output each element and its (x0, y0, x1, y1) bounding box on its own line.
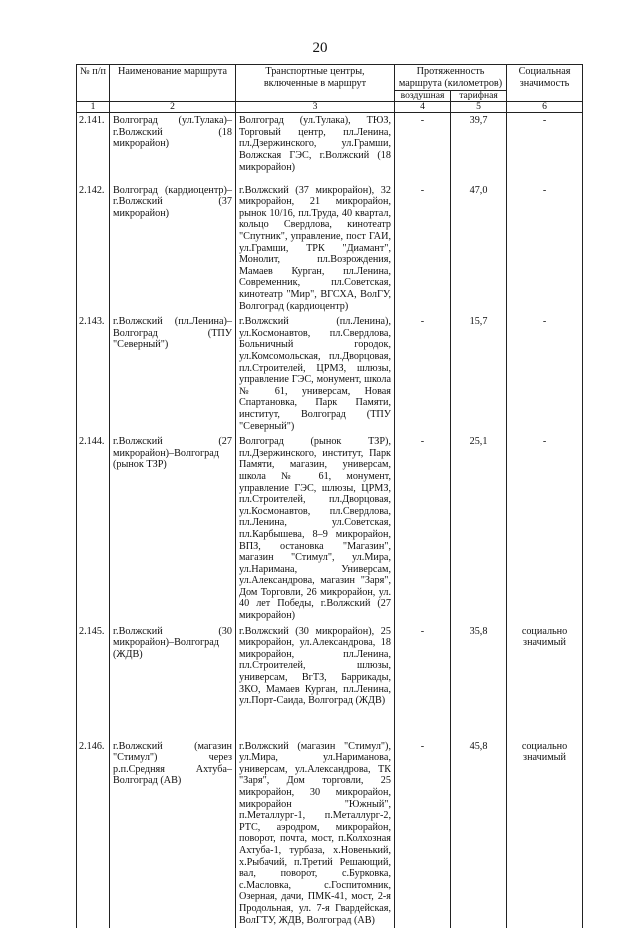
header-social: Социальная значимость (507, 65, 583, 102)
route-name: г.Волжский (магазин "Стимул") через р.п.Средняя Ахтуба–Волгоград (АВ) (110, 739, 236, 928)
column-index-row (77, 102, 583, 113)
route-number: 2.143. (77, 314, 110, 434)
length-tariff: 25,1 (451, 434, 507, 624)
column-index: 4 (395, 102, 451, 113)
column-index: 5 (451, 102, 507, 113)
route-number: 2.142. (77, 183, 110, 315)
table-header (77, 65, 583, 113)
route-name: г.Волжский (30 микрорайон)–Волгоград (ЖДВ) (110, 624, 236, 739)
route-number: 2.144. (77, 434, 110, 624)
header-num: № п/п (77, 65, 110, 102)
column-index: 6 (507, 102, 583, 113)
route-number: 2.145. (77, 624, 110, 739)
table-body (77, 113, 583, 928)
route-name: г.Волжский (27 микрорайон)–Волгоград (рынок ТЗР) (110, 434, 236, 624)
route-name: Волгоград (кардиоцентр)–г.Волжский (37 микрорайон) (110, 183, 236, 315)
length-tariff: 47,0 (451, 183, 507, 315)
table-row (77, 113, 583, 183)
length-tariff: 35,8 (451, 624, 507, 739)
table-row (77, 183, 583, 315)
routes-table (76, 64, 583, 928)
header-route-name: Наименование маршрута (110, 65, 236, 102)
route-centers: Волгоград (ул.Тулака), ТЮЗ, Торговый центр, пл.Ленина, пл.Дзержинского, ул.Грамши, Волжская ГЭС, г.Волжский (18 микрорайон) (236, 113, 395, 183)
route-centers: г.Волжский (37 микрорайон), 32 микрорайон, 21 микрорайон, рынок 10/16, пл.Труда, 40 квартал, кольцо Свердлова, кинотеатр "Спутник", управление, пост ГАИ, ул.Грамши, ТРК "Диамант", Монолит, пл.Возрождения, Мамаев Курган, пл.Ленина, Современник, пл.Советская, кинотеатр "Мир", ВГСХА, ВолГУ, Волгоград (кардиоцентр) (236, 183, 395, 315)
social-significance: социально значимый (507, 739, 583, 928)
social-significance: - (507, 434, 583, 624)
route-centers: г.Волжский (пл.Ленина), ул.Космонавтов, пл.Свердлова, Больничный городок, ул.Комсомольская, пл.Дворцовая, пл.Строителей, ЦРМЗ, шлюзы, управление ГЭС, монумент, школа № 61, универсам, Новая Спартановка, Парк Памяти, институт, Волгоград (ТПУ "Северный") (236, 314, 395, 434)
header-transport-centers: Транспортные центры, включенные в маршрут (236, 65, 395, 102)
length-air: - (395, 624, 451, 739)
length-air: - (395, 434, 451, 624)
social-significance: - (507, 314, 583, 434)
column-index: 1 (77, 102, 110, 113)
column-index: 2 (110, 102, 236, 113)
length-tariff: 45,8 (451, 739, 507, 928)
table-row (77, 434, 583, 624)
length-air: - (395, 113, 451, 183)
social-significance: социально значимый (507, 624, 583, 739)
header-tariff: тарифная (451, 91, 507, 102)
route-name: г.Волжский (пл.Ленина)–Волгоград (ТПУ "Северный") (110, 314, 236, 434)
length-air: - (395, 739, 451, 928)
table-row (77, 739, 583, 928)
column-index: 3 (236, 102, 395, 113)
length-tariff: 15,7 (451, 314, 507, 434)
route-centers: Волгоград (рынок ТЗР), пл.Дзержинского, институт, Парк Памяти, магазин, универсам, школа № 61, монумент, управление ГЭС, шлюзы, ЦРМЗ, пл.Строителей, пл.Дворцовая, ул.Космонавтов, пл.Свердлова, пл.Ленина, ул.Советская, пл.Карбышева, 8–9 микрорайон, ВПЗ, остановка "Магазин", магазин "Стимул", ул.Мира, ул.Наримана, Универсам, ул.Александрова, магазин "Заря", Дом Торговли, 26 микрорайон, ул. 40 лет Победы, г.Волжский (27 микрорайон) (236, 434, 395, 624)
page-number: 20 (312, 40, 328, 56)
header-length: Протяженность маршрута (километров) (395, 65, 507, 91)
table-row (77, 624, 583, 739)
route-name: Волгоград (ул.Тулака)–г.Волжский (18 микрорайон) (110, 113, 236, 183)
route-number: 2.146. (77, 739, 110, 928)
route-centers: г.Волжский (30 микрорайон), 25 микрорайон, ул.Александрова, 18 микрорайон, пл.Ленина, пл.Строителей, шлюзы, универсам, ВгТЗ, Баррикады, ЗКО, Мамаев Курган, пл.Ленина, ул.Порт-Саида, Волгоград (ЖДВ) (236, 624, 395, 739)
social-significance: - (507, 113, 583, 183)
header-air: воздушная (395, 91, 451, 102)
route-number: 2.141. (77, 113, 110, 183)
table-row (77, 314, 583, 434)
length-tariff: 39,7 (451, 113, 507, 183)
social-significance: - (507, 183, 583, 315)
length-air: - (395, 183, 451, 315)
length-air: - (395, 314, 451, 434)
route-centers: г.Волжский (магазин "Стимул"), ул.Мира, ул.Наримановa, универсам, ул.Александрова, ТК "Заря", Дом торговли, 25 микрорайон, 30 микрорайон, микрорайон "Южный", п.Металлург-1, п.Металлург-2, РТС, аэродром, микрорайон, поворот, почта, мост, п.Колхозная Ахтуба-1, турбаза, х.Новенький, х.Рыбачий, п.Третий Решающий, вал, поворот, с.Бурковка, с.Масловка, с.Госпитомник, Озерная, дачи, ПМК-41, мост, 2-я Продольная, ул. 7-я Гвардейская, ВолГТУ, ЖДВ, Волгоград (АВ) (236, 739, 395, 928)
